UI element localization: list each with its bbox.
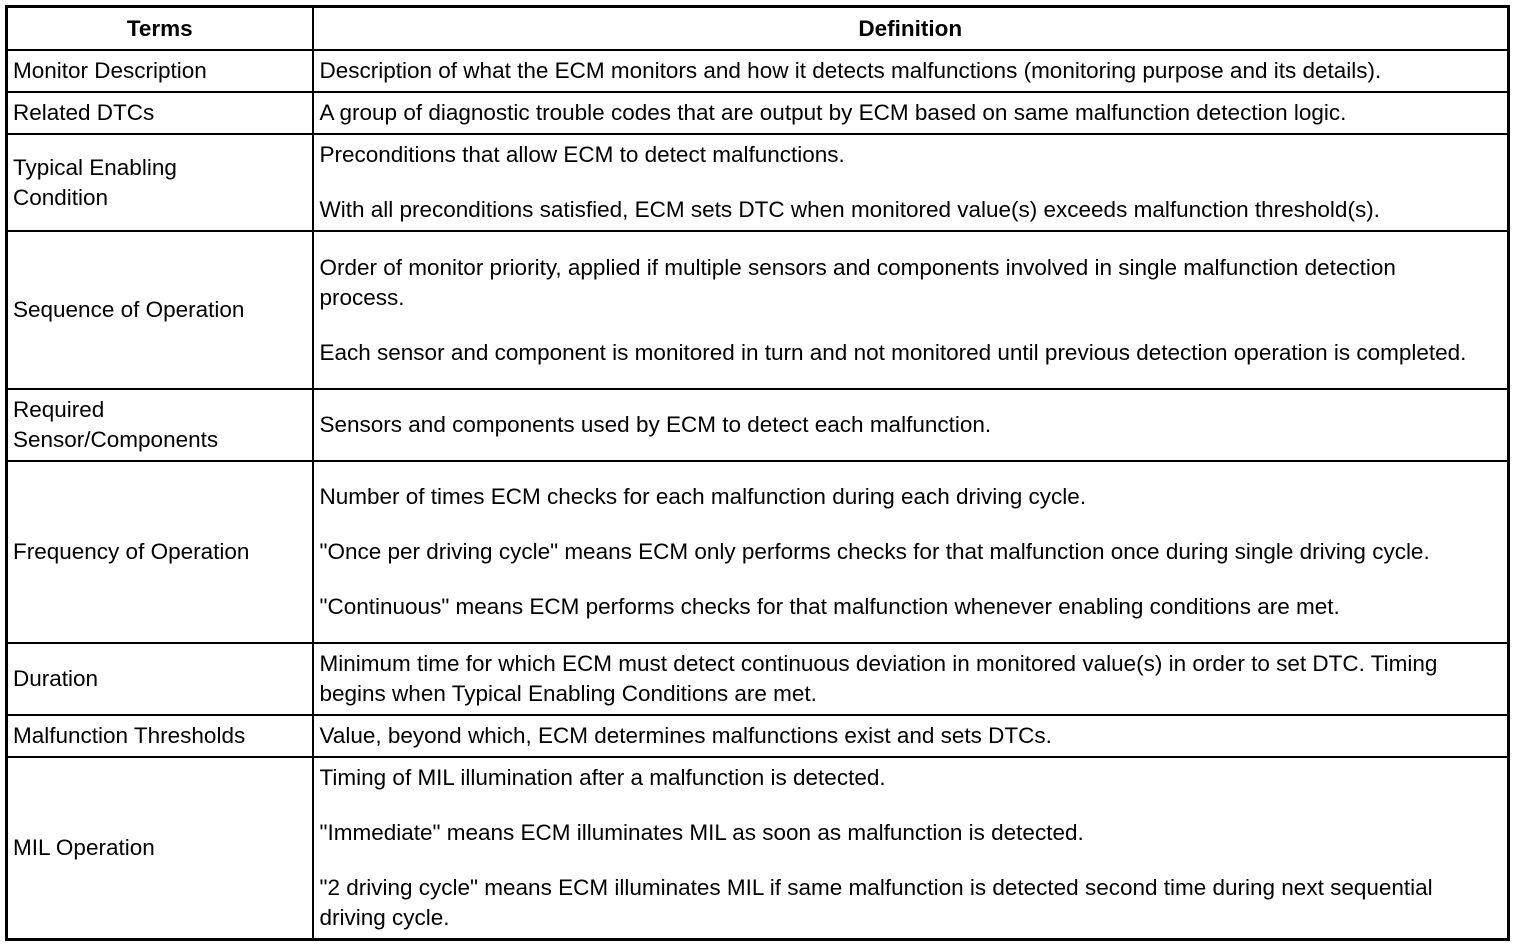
term-cell: Malfunction Thresholds (7, 715, 313, 757)
table-row (7, 389, 1509, 461)
term-cell: Sequence of Operation (7, 231, 313, 389)
definition-cell (313, 231, 1509, 389)
definition-paragraph: "Continuous" means ECM performs checks for that malfunction whenever enabling conditions are met. (319, 594, 1340, 619)
definition-cell (313, 715, 1509, 757)
definition-paragraph: Value, beyond which, ECM determines malfunctions exist and sets DTCs. (319, 723, 1052, 748)
term-cell: Monitor Description (7, 50, 313, 92)
term-cell (7, 389, 313, 461)
header-row (7, 7, 1509, 51)
table-row (7, 92, 1509, 134)
definition-paragraph: Sensors and components used by ECM to detect each malfunction. (319, 412, 992, 437)
table-row (7, 757, 1509, 940)
term-cell: Frequency of Operation (7, 461, 313, 643)
definition-paragraph: Each sensor and component is monitored in turn and not monitored until previous detection operation is completed. (319, 339, 1467, 365)
definition-cell (313, 757, 1509, 940)
definition-cell (313, 643, 1509, 715)
definition-paragraph: "Immediate" means ECM illuminates MIL as soon as malfunction is detected. (319, 820, 1084, 845)
table-row (7, 231, 1509, 389)
term-cell (7, 134, 313, 231)
definition-cell (313, 50, 1509, 92)
definition-paragraph: Number of times ECM checks for each malfunction during each driving cycle. (319, 484, 1087, 509)
definition-cell (313, 389, 1509, 461)
definition-paragraph: Minimum time for which ECM must detect continuous deviation in monitored value(s) in order to set DTC. Timing begins when Typical Enabling Conditions are met. (319, 651, 1438, 706)
definition-paragraph: "Once per driving cycle" means ECM only performs checks for that malfunction once during single driving cycle. (319, 539, 1430, 564)
definition-paragraph: Order of monitor priority, applied if multiple sensors and components involved in single malfunction detection process. (319, 254, 1396, 310)
header-terms: Terms (7, 7, 313, 51)
definition-cell (313, 134, 1509, 231)
table-row (7, 715, 1509, 757)
table-row (7, 461, 1509, 643)
term-text: Required Sensor/Components (13, 397, 219, 452)
table-row (7, 50, 1509, 92)
definition-paragraph: Preconditions that allow ECM to detect malfunctions. (319, 142, 845, 167)
term-cell: Related DTCs (7, 92, 313, 134)
table-row (7, 643, 1509, 715)
definition-paragraph: Timing of MIL illumination after a malfunction is detected. (319, 765, 886, 790)
definition-paragraph: A group of diagnostic trouble codes that are output by ECM based on same malfunction detection logic. (319, 100, 1347, 125)
table-row (7, 134, 1509, 231)
term-cell: MIL Operation (7, 757, 313, 940)
term-text: Typical Enabling Condition (13, 154, 177, 210)
definition-paragraph: With all preconditions satisfied, ECM sets DTC when monitored value(s) exceeds malfunction threshold(s). (319, 197, 1380, 222)
definition-paragraph: "2 driving cycle" means ECM illuminates MIL if same malfunction is detected second time during next sequential driving cycle. (319, 875, 1433, 930)
terms-definition-table (5, 5, 1510, 941)
definition-paragraph: Description of what the ECM monitors and how it detects malfunctions (monitoring purpose and its details). (319, 58, 1382, 83)
definition-cell (313, 461, 1509, 643)
term-cell: Duration (7, 643, 313, 715)
header-definition: Definition (313, 7, 1509, 51)
definition-cell (313, 92, 1509, 134)
